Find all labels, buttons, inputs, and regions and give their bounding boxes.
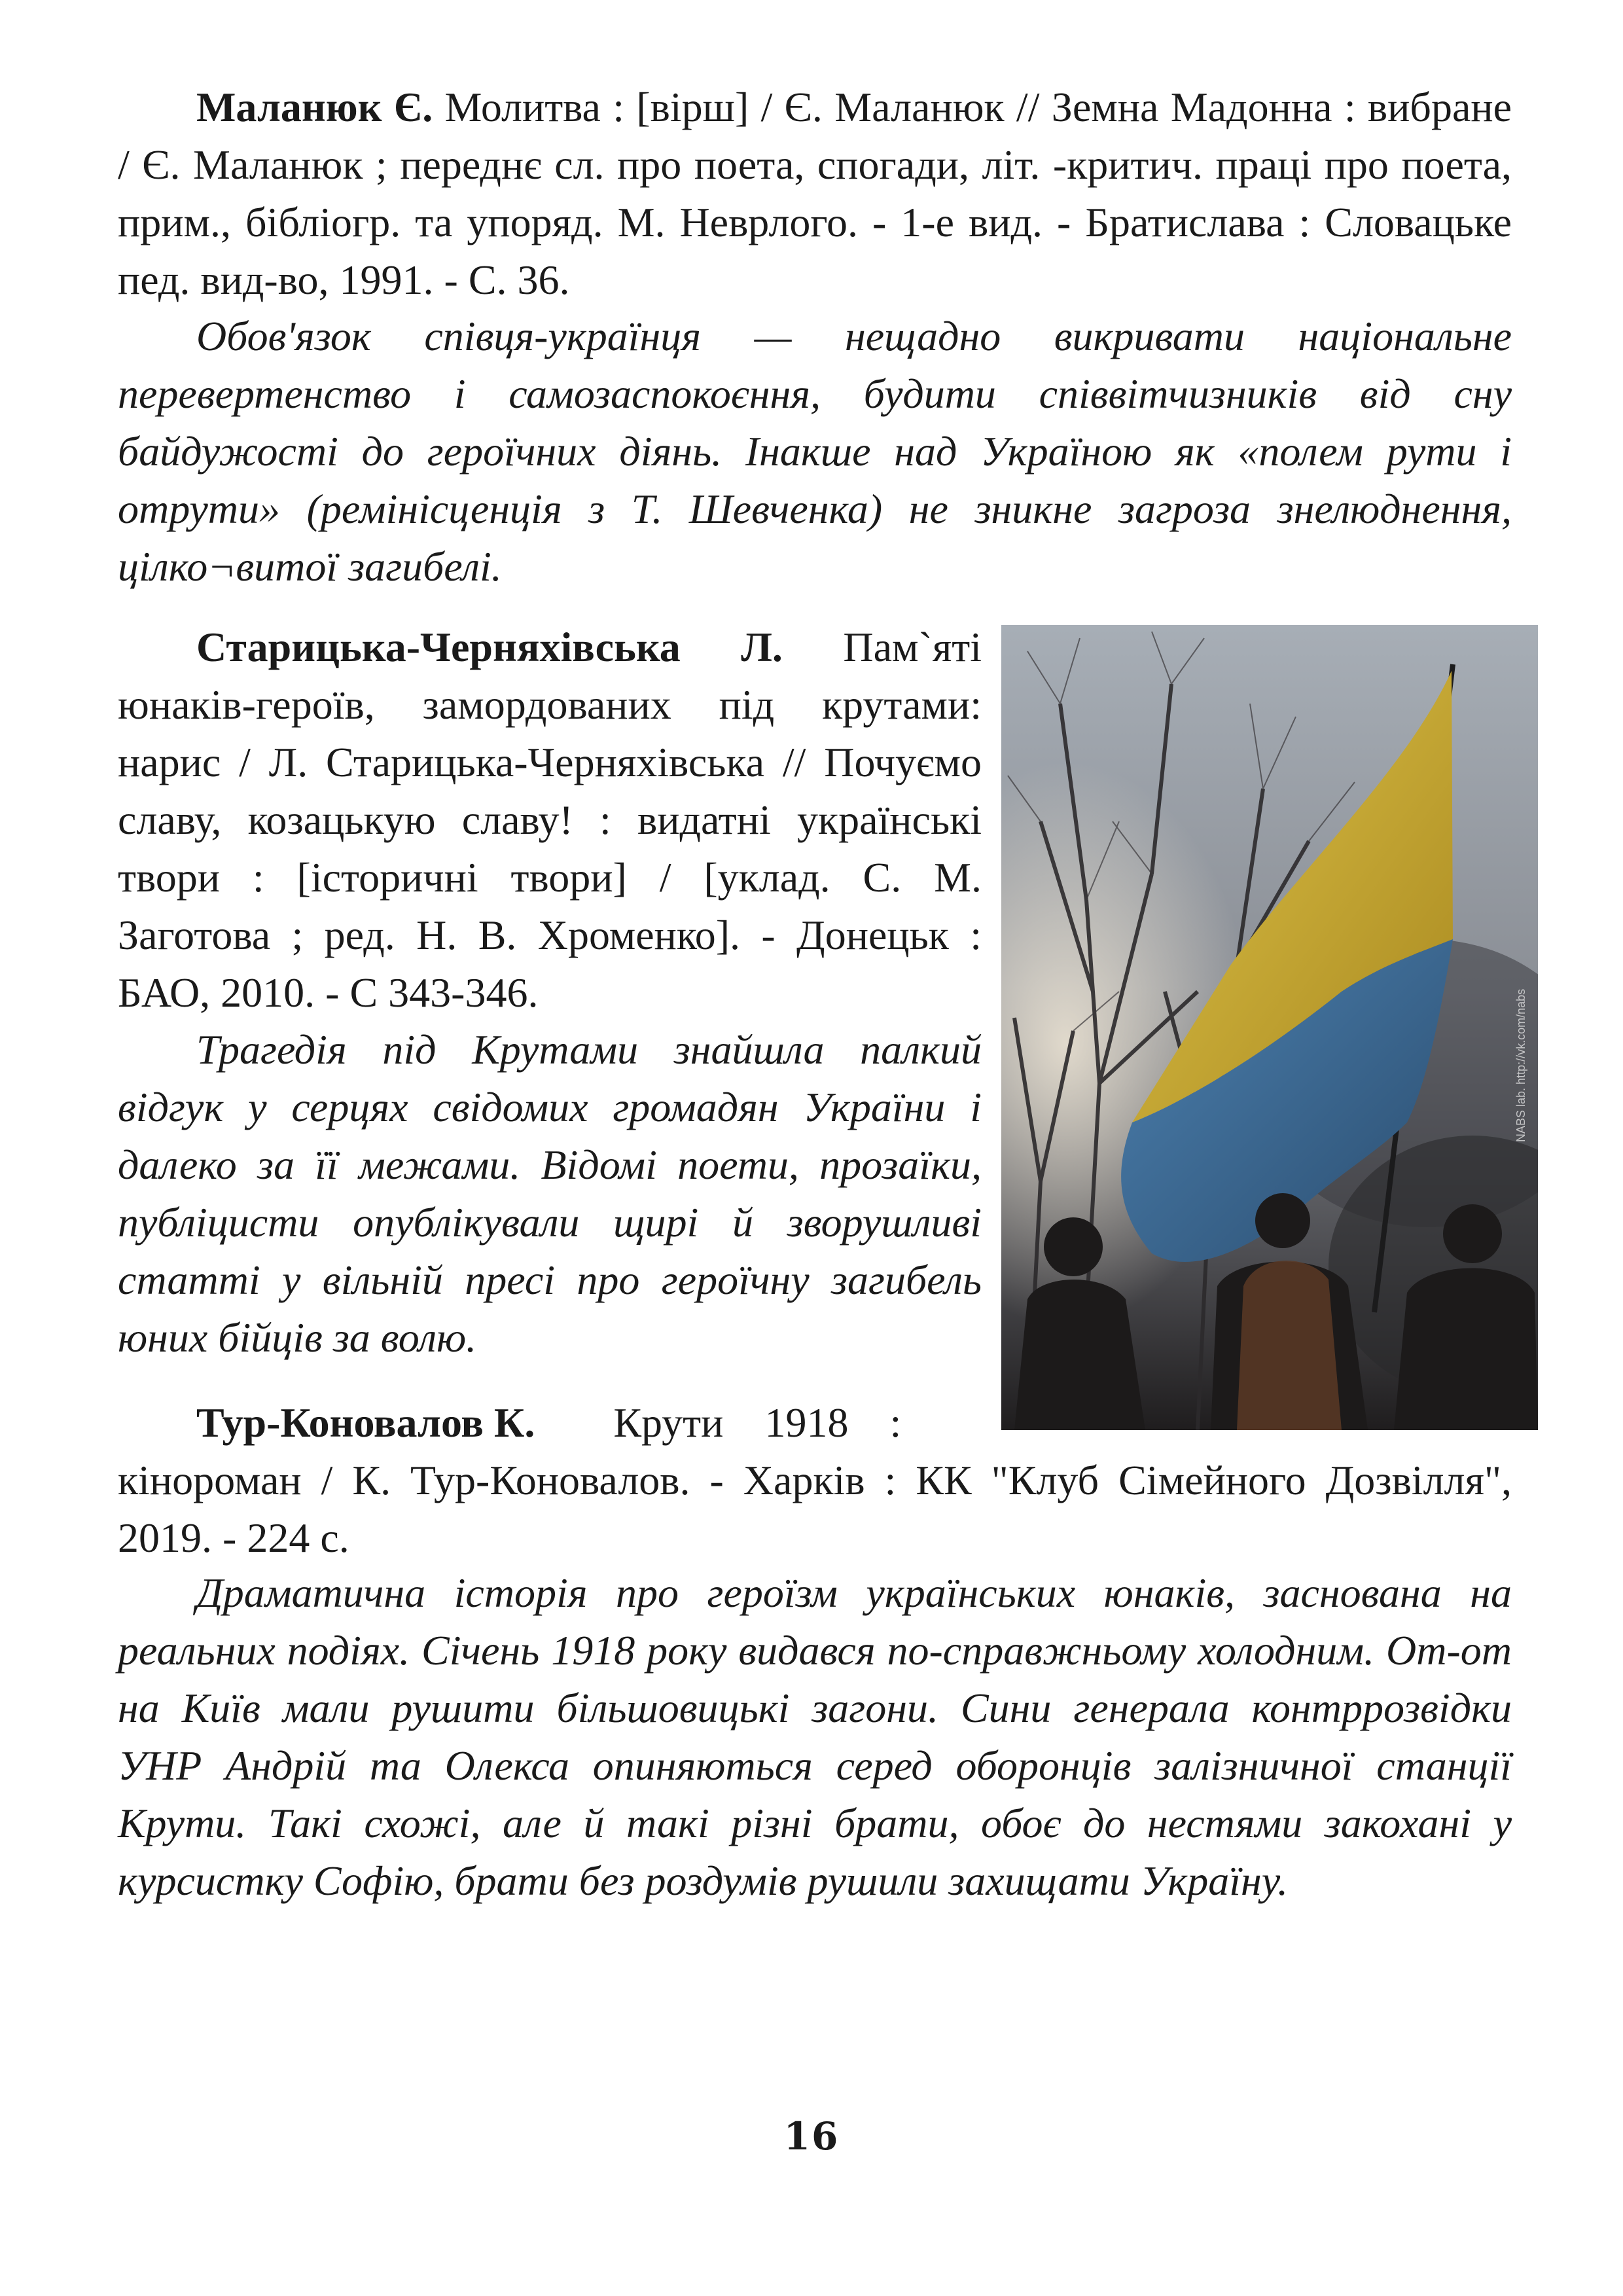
entry-3-annotation: Драматична історія про героїзм українських юнаків, заснована на реальних подіях. Січень 1918 року видався по-справжньому холодним. От-от на Київ мали рушити більшовицькі загони. Сини генерала контррозвідки УНР Андрій та Олекса опиняються серед оборонців залізничної станції Крути. Такі схожі, але й такі різні брати, обоє до нестями закохані у курсистку Софію, брати без роздумів рушили захищати Україну.: [118, 1570, 1512, 1904]
entry-3-citation: [118, 1394, 1512, 1567]
entry-1-citation: [118, 79, 1512, 309]
photo-watermark: NABS lab. http://vk.com/nabs: [1514, 988, 1527, 1142]
entry-3-citation-text: кінороман / К. Тур-Коновалов. - Харків : КК "Клуб Сімейного Дозвілля", 2019. - 224 с.: [118, 1457, 1512, 1561]
entry-1-citation-text: Молитва : [вірш] / Є. Маланюк // Земна Мадонна : вибране / Є. Маланюк ; переднє сл. про поета, спогади, літ. -критич. праці про поета, прим., бібліогр. та упоряд. М. Неврлого. - 1-е вид. - Братислава : Словацьке пед. вид-во, 1991. - С. 36.: [118, 84, 1512, 303]
entry-2-author: Старицька-Черняхівська Л.: [196, 624, 783, 670]
entry-3-author: Тур-Коновалов К.: [196, 1399, 535, 1446]
entry-1-author: Маланюк Є.: [196, 84, 433, 130]
flag-photo: [1001, 625, 1538, 1430]
entry-3-citation-line1: Крути 1918 :: [613, 1399, 902, 1446]
page-number: 16: [783, 2114, 840, 2159]
entry-2-annotation: Трагедія під Крутами знайшла палкий відгук у серцях свідомих громадян України і далеко за її межами. Відомі поети, прозаїки, публіцисти опублікували щирі й зворушливі статті у вільній пресі про героїчну загибель юних бійців за волю.: [118, 1026, 982, 1361]
entry-2-citation: [118, 619, 982, 1022]
entry-1-annotation: Обов'язок співця-українця — нещадно викривати національне перевертенство і самозаспокоєння, будити співвітчизників від сну байдужості до героїчних діянь. Інакше над Україною як «полем рути і отрути» (ремінісценція з Т. Шевченка) не зникне загроза знелюднення, цілко¬витої загибелі.: [118, 313, 1512, 590]
flag-photo-graphic: [1001, 625, 1538, 1430]
entry-2-citation-text: Пам`яті юнаків-героїв, замордованих під крутами: нарис / Л. Старицька-Черняхівська // Почуємо славу, козацькую славу! : видатні українські твори : [історичні твори] / [уклад. С. М. Заготова ; ред. Н. В. Хроменко]. - Донецьк : БАО, 2010. - С 343-346.: [118, 624, 982, 1016]
